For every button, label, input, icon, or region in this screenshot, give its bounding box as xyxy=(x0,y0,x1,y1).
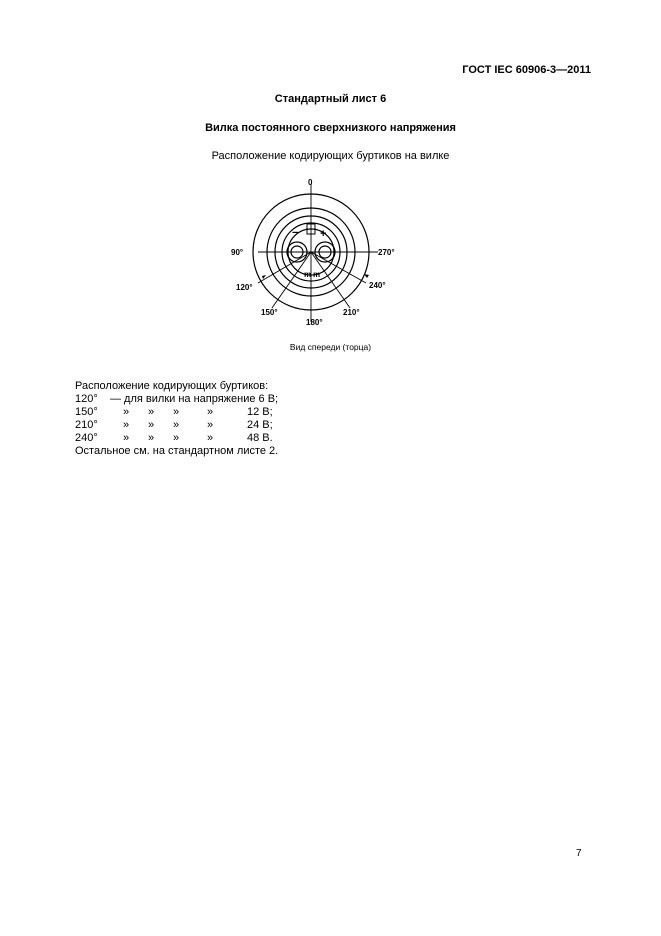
label-0: 0 xyxy=(308,178,313,187)
figure-caption: Вид спереди (торца) xyxy=(289,342,372,352)
label-210: 210° xyxy=(343,308,360,317)
label-120: 120° xyxy=(236,283,253,292)
label-180: 180° xyxy=(306,318,323,327)
label-270: 270° xyxy=(378,248,395,257)
arrow-240 xyxy=(364,274,369,278)
inner-letter-right: m xyxy=(313,270,321,279)
polarity-plus: + xyxy=(320,228,327,240)
label-90: 90° xyxy=(231,248,244,257)
inner-letter-left: m xyxy=(304,270,312,279)
plug-title: Вилка постоянного сверхнизкого напряжения xyxy=(205,122,456,134)
page-number: 7 xyxy=(576,848,582,859)
label-240: 240° xyxy=(369,281,386,290)
standard-code-header: ГОСТ IEC 60906-3—2011 xyxy=(462,64,591,76)
figure-title: Расположение кодирующих буртиков на вилке xyxy=(211,150,450,162)
plug-front-view-diagram xyxy=(220,172,420,332)
polarity-minus: − xyxy=(292,227,299,239)
label-150: 150° xyxy=(261,308,278,317)
sheet-title: Стандартный лист 6 xyxy=(274,93,387,105)
